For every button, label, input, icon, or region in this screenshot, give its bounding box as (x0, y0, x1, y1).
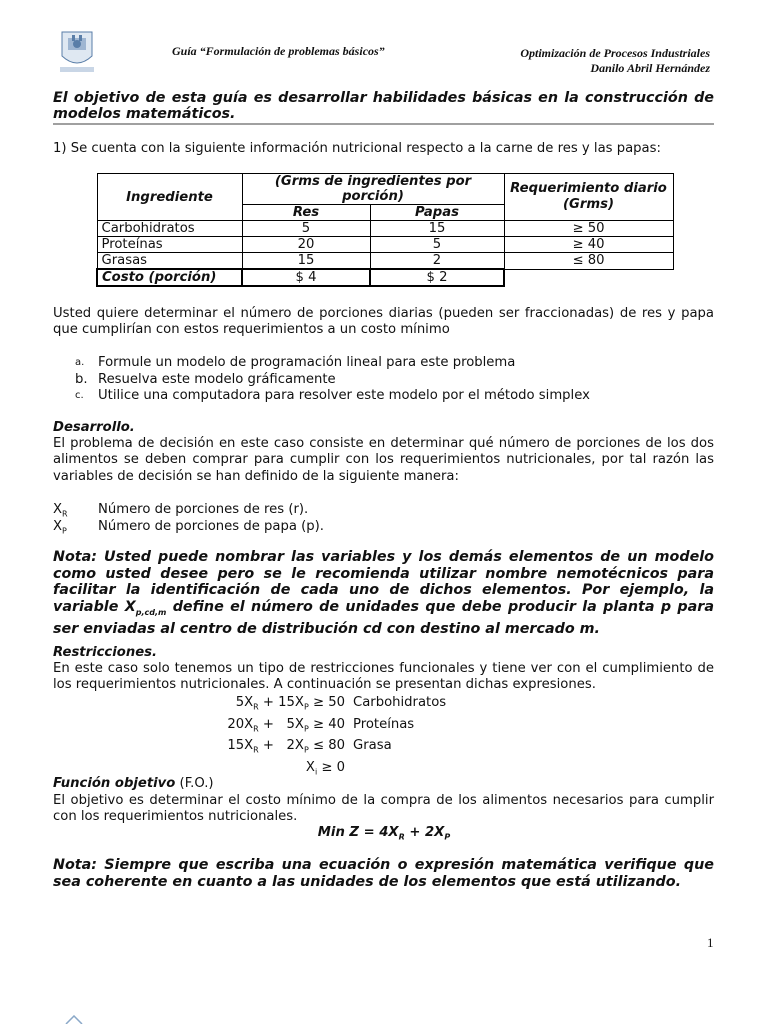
list-marker: b. (75, 371, 88, 387)
row-name: Proteínas (97, 237, 242, 253)
page-number: 1 (707, 935, 714, 950)
variable-row (53, 519, 714, 536)
table-row (97, 237, 673, 253)
nonnegativity-row: $X_i \ge 0$ (305, 759, 345, 777)
list-marker: c. (75, 390, 84, 401)
author-name: Danilo Abril Hernández (590, 61, 710, 75)
desarrollo-heading: Desarrollo. (53, 420, 135, 435)
cost-row (97, 269, 673, 286)
table-row (97, 221, 673, 237)
variable-symbol: $X_P$ (53, 518, 67, 536)
funcion-objetivo-heading: Función objetivo (F.O.) (53, 776, 214, 791)
row-papas: 5 (370, 237, 504, 253)
equation-row: $5X_R + 15X_P \ge 50$ Carbohidratos (220, 694, 446, 716)
row-name: Grasas (97, 253, 242, 270)
row-res: 20 (242, 237, 370, 253)
equation-label: Grasa (353, 738, 392, 754)
header-ingredient: Ingrediente (97, 174, 242, 221)
nutrition-table (96, 173, 674, 287)
equation-label: Proteínas (353, 716, 415, 732)
list-marker: a. (75, 357, 85, 368)
list-text: Utilice una computadora para resolver este modelo por el método simplex (98, 388, 590, 403)
objective-text: El objetivo de esta guía es desarrollar habilidades básicas en la construcción de modelos matemáticos. (53, 90, 714, 122)
cost-papas: $ 2 (370, 269, 504, 286)
question-1: 1) Se cuenta con la siguiente información nutricional respecto a la carne de res y las papas: (53, 141, 661, 156)
row-req: ≥ 40 (504, 237, 673, 253)
equation-label: Carbohidratos (353, 695, 447, 710)
empty-cell (504, 269, 673, 286)
header-right (520, 46, 710, 76)
cost-res: $ 4 (242, 269, 370, 286)
note-2: Nota: Siempre que escriba una ecuación o expresión matemática verifique que sea coherente en cuanto a las unidades de los elementos que está utilizando. (53, 857, 714, 890)
row-papas: 2 (370, 253, 504, 270)
objective-function: Min $Z = 4X_R + 2X_P$ (317, 825, 451, 842)
row-req: ≤ 80 (504, 253, 673, 270)
note-1: Nota: Usted puede nombrar las variables y los demás elementos de un modelo como usted desee pero se le recomienda utilizar nombre nemotécnicos para facilitar la identificación de cada uno de dichos elementos. Por ejemplo, la variable $X_{p,cd,m}$ define el número de unidades que debe producir la planta p para ser enviadas al centro de distribución cd con destino al mercado m. (53, 549, 715, 637)
restricciones-heading: Restricciones. (53, 645, 158, 660)
header-group: (Grms de ingredientes por porción) (242, 174, 504, 205)
desarrollo-text: El problema de decisión en este caso consiste en determinar qué número de porciones de los dos alimentos se deben comprar para cumplir con los requerimientos nutricionales, por tal razón las variables de decisión se han definido de la siguiente manera: (53, 436, 714, 484)
list-item (53, 355, 714, 372)
funcion-objetivo-text: El objetivo es determinar el costo mínimo de la compra de los alimentos necesarios para cumplir con los requerimientos nutricionales. (53, 793, 714, 825)
row-res: 15 (242, 253, 370, 270)
row-name: Carbohidratos (97, 221, 242, 237)
guide-title: Guía “Formulación de problemas básicos” (172, 44, 385, 58)
cost-label: Costo (porción) (97, 269, 242, 286)
row-papas: 15 (370, 221, 504, 237)
variable-desc: Número de porciones de papa (p). (98, 518, 324, 534)
header-res: Res (242, 205, 370, 221)
header-papas: Papas (370, 205, 504, 221)
row-res: 5 (242, 221, 370, 237)
restricciones-text: En este caso solo tenemos un tipo de restricciones funcionales y tiene ver con el cumplimiento de los requerimientos nutricionales. A continuación se presentan dichas expresiones. (53, 661, 714, 693)
list-text: Resuelva este modelo gráficamente (98, 371, 336, 387)
university-logo (54, 26, 100, 74)
variables-list (53, 502, 714, 535)
logo-fragment-icon (62, 1015, 86, 1024)
divider (53, 123, 714, 125)
task-list (53, 355, 714, 405)
course-name: Optimización de Procesos Industriales (520, 46, 710, 60)
row-req: ≥ 50 (504, 221, 673, 237)
list-item (53, 372, 714, 389)
table-row (97, 253, 673, 270)
list-text: Formule un modelo de programación lineal para este problema (98, 355, 516, 370)
equation-row: $20X_R + 5X_P \ge 40$ Proteínas (220, 716, 446, 738)
paragraph-objective: Usted quiere determinar el número de porciones diarias (pueden ser fraccionadas) de res y papa que cumplirían con estos requerimientos a un costo mínimo (53, 306, 714, 337)
equation-row: $15X_R + 2X_P \le 80$ Grasa (220, 737, 446, 759)
variable-desc: Número de porciones de res (r). (98, 502, 309, 517)
variable-symbol: $X_R$ (53, 502, 68, 519)
variable-row (53, 502, 714, 519)
header-requirement: Requerimiento diario (Grms) (504, 174, 673, 221)
constraint-equations (220, 694, 446, 781)
list-item (53, 388, 714, 405)
